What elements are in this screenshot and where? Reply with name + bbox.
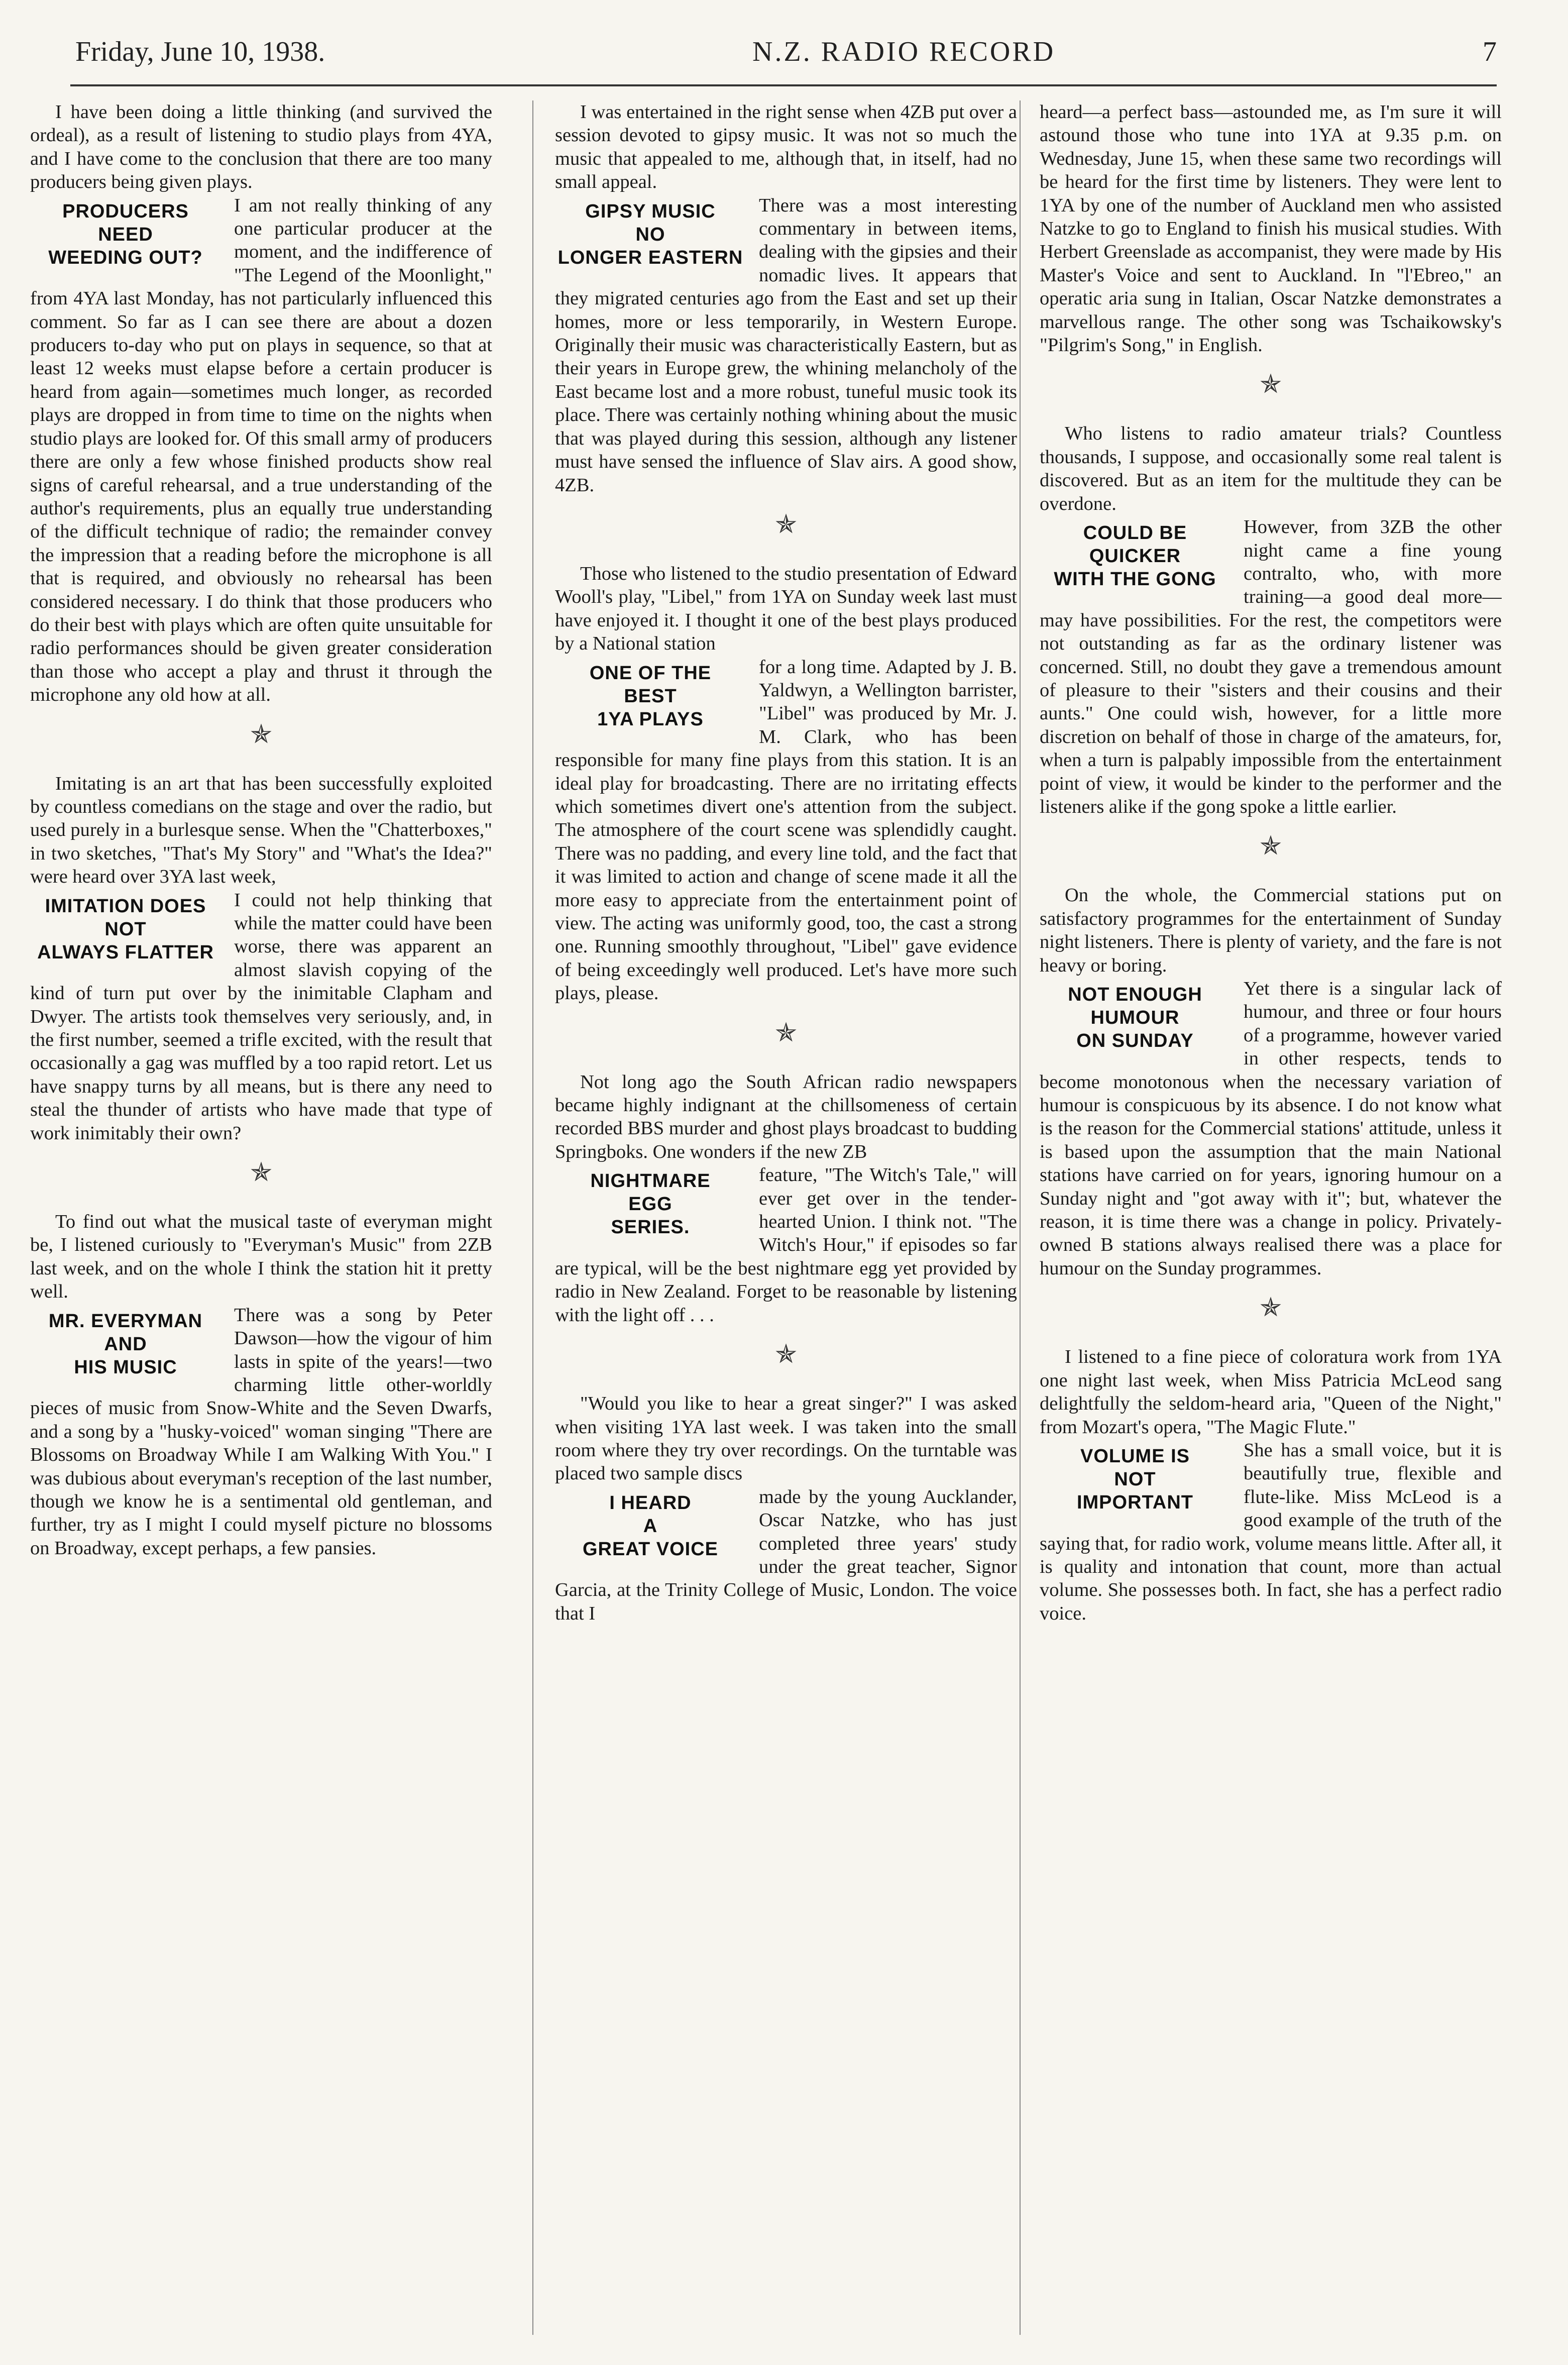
- article-headline: IMITATION DOES NOT ALWAYS FLATTER: [37, 895, 214, 963]
- article-intro: Not long ago the South African radio newspapers became highly indignant at the chillsomeness of certain recorded BBS murder and ghost plays broadcast to budding Springboks. One wonders if the new ZB: [555, 1071, 1017, 1162]
- star-separator-icon: ✯: [1260, 370, 1282, 399]
- article-body: There was a song by Peter Dawson—how the vigour of him lasts in spite of the years!—two charming little other-worldly pieces of music from Snow-White and the Seven Dwarfs, and a song by a "husky-voiced" woman singing "There are Blossoms on Broadway While I am Walking With You." I was dubious about everyman's reception of the last number, though we know he is a sentimental old gentleman, and further, try as I might I could myself picture no blossoms on Broadway, except perhaps, a few pansies.: [30, 1304, 492, 1559]
- star-separator-icon: ✯: [250, 720, 272, 749]
- article-great-voice: [555, 1392, 1017, 1625]
- article-gipsy: [555, 100, 1017, 497]
- article-intro: "Would you like to hear a great singer?" I was asked when visiting 1YA last week. I was taken into the small room where they try over recordings. On the turntable was placed two sample discs: [555, 1393, 1017, 1484]
- article-intro: Those who listened to the studio presentation of Edward Wooll's play, "Libel," from 1YA on Sunday week last must have enjoyed it. I thought it one of the best plays produced by a National station: [555, 563, 1017, 655]
- issue-date: Friday, June 10, 1938.: [75, 36, 325, 67]
- article-body: feature, "The Witch's Tale," will ever get over in the tender-hearted Union. I think not. "The Witch's Hour," if episodes so far are typical, will be the best nightmare egg yet provided by radio in New Zealand. Forget to be reasonable by listening with the light off . . .: [555, 1164, 1017, 1326]
- article-humour: [1040, 884, 1502, 1280]
- star-separator-icon: ✯: [1260, 832, 1282, 861]
- article-headline: I HEARD A GREAT VOICE: [583, 1492, 718, 1560]
- article-headline: ONE OF THE BEST 1YA PLAYS: [589, 662, 712, 730]
- article-libel: [555, 562, 1017, 1005]
- article-body: She has a small voice, but it is beautifully true, flexible and flute-like. Miss McLeod is a good example of the truth of the saying that, for radio work, volume means little. After all, it is quality and intonation that count, more than actual volume. She possesses both. In fact, she has a perfect radio voice.: [1040, 1439, 1502, 1624]
- article-intro: To find out what the musical taste of everyman might be, I listened curiously to "Everyman's Music" from 2ZB last week, and on the whole I think the station hit it pretty well.: [30, 1211, 492, 1303]
- article-body: made by the young Aucklander, Oscar Natzke, who has just completed three years' study under the great teacher, Signor Garcia, at the Trinity College of Music, London. The voice that I: [555, 1486, 1017, 1624]
- article-headline: PRODUCERS NEED WEEDING OUT?: [48, 200, 203, 268]
- article-body: There was a most interesting commentary in between items, dealing with the gipsies and their nomadic lives. It appears that they migrated centuries ago from the East and set up their homes, more or less temporarily, in Western Europe. Originally their music was characteristically Eastern, but as their years in Europe grew, the whining melancholy of the East became lost and a more robust, tuneful music took its place. There was certainly nothing whining about the music that was played during this session, although any listener must have sensed the influence of Slav airs. A good show, 4ZB.: [555, 194, 1017, 496]
- article-intro: I have been doing a little thinking (and survived the ordeal), as a result of listening to studio plays from 4YA, and I have come to the conclusion that there are too many producers being given plays.: [30, 101, 492, 193]
- article-intro: Imitating is an art that has been successfully exploited by countless comedians on the stage and over the radio, but used purely in a burlesque sense. When the "Chatterboxes," in two sketches, "That's My Story" and "What's the Idea?" were heard over 3YA last week,: [30, 773, 492, 888]
- column-rule: [532, 100, 533, 2335]
- article-body: heard—a perfect bass—astounded me, as I'm sure it will astound those who tune into 1YA at 9.35 p.m. on Wednesday, June 15, when these same two recordings will be heard for the first time by listeners. They were lent to 1YA by one of the number of Auckland men who assisted Natzke to go to England to finish his musical studies. With Herbert Greenslade as accompanist, they were made by His Master's Voice and sent to Auckland. In "l'Ebreo," an operatic aria sung in Italian, Oscar Natzke demonstrates a marvellous range. The other song was Tschaikowsky's "Pilgrim's Song," in English.: [1040, 101, 1502, 356]
- article-headline: VOLUME IS NOT IMPORTANT: [1076, 1445, 1194, 1513]
- masthead: N.Z. RADIO RECORD: [752, 36, 1056, 67]
- article-gong: [1040, 422, 1502, 818]
- article-headline: MR. EVERYMAN AND HIS MUSIC: [48, 1310, 203, 1378]
- article-body: for a long time. Adapted by J. B. Yaldwyn, a Wellington barrister, "Libel" was produced by Mr. J. M. Clark, who has been responsible for many fine plays from this station. It is an ideal play for broadcasting. There are no irritating effects which sometimes divert one's attention from the subject. The atmosphere of the court scene was splendidly caught. There was no padding, and every line told, and the fact that it was limited to action and change of scene made it all the more easy to appreciate from the entertainment point of view. The acting was uniformly good, too, the cast a strong one. Running smoothly throughout, "Libel" gave evidence of being exceedingly well produced. Let's have more such plays, please.: [555, 656, 1017, 1004]
- star-separator-icon: ✯: [775, 1340, 797, 1369]
- article-body: I could not help thinking that while the matter could have been worse, there was apparent an almost slavish copying of the kind of turn put over by the inimitable Clapham and Dwyer. The artists took themselves very seriously, and, in the first number, seemed a trifle excited, with the result that occasionally a gag was muffled by a too rapid retort. Let us have snappy turns by all means, but is there any need to steal the thunder of artists who have made that type of work inimitably their own?: [30, 889, 492, 1144]
- article-body: Yet there is a singular lack of humour, and three or four hours of a programme, however varied in other respects, tends to become monotonous when the necessary variation of humour is conspicuous by its absence. I do not know what is the reason for the Commercial stations' attitude, unless it is based upon the assumption that the main National stations have carried on for years, ignoring humour on a Sunday night and "got away with it"; but, whatever the reason, it is time there was a change in policy. Privately-owned B stations always realised there was a place for humour on the Sunday programmes.: [1040, 978, 1502, 1279]
- article-imitation: [30, 772, 492, 1145]
- article-body: I am not really thinking of any one particular producer at the moment, and the indifference of "The Legend of the Moonlight," from 4YA last Monday, has not particularly influenced this comment. So far as I can see there are about a dozen producers to-day who put on plays in sequence, so that at least 12 weeks must elapse before a certain producer is heard from again—sometimes much longer, as recorded plays are dropped in from time to time on the nights when studio plays are looked for. Of this small army of producers there are only a few whose finished products show real signs of careful rehearsal, and a true understanding of the author's requirements, plus an equally true understanding of the difficult technique of radio; the remainder convey the impression that a reading before the microphone is all that is required, and obviously no rehearsal has been considered necessary. I do think that those producers who do their best with plays which are often quite unsuitable for radio performances should be given greater consideration than those who accept a play and thrust it through the microphone any old how at all.: [30, 194, 492, 706]
- article-headline: NOT ENOUGH HUMOUR ON SUNDAY: [1068, 984, 1202, 1051]
- article-headline: NIGHTMARE EGG SERIES.: [590, 1170, 711, 1238]
- column-rule: [1020, 100, 1021, 2335]
- article-great-voice-continued: [1040, 100, 1502, 357]
- star-separator-icon: ✯: [775, 510, 797, 539]
- star-separator-icon: ✯: [250, 1158, 272, 1188]
- article-intro: Who listens to radio amateur trials? Countless thousands, I suppose, and occasionally some real talent is discovered. But as an item for the multitude they can be overdone.: [1040, 423, 1502, 514]
- article-headline: COULD BE QUICKER WITH THE GONG: [1054, 522, 1216, 590]
- article-body: However, from 3ZB the other night came a fine young contralto, who, with more training—a good deal more—may have possibilities. For the rest, the competitors were not outstanding as far as the ordinary listener was concerned. Still, no doubt they gave a tremendous amount of pleasure to their "sisters and their cousins and their aunts." One could wish, however, for a little more discretion on behalf of those in charge of the amateurs, for, when a turn is palpably impossible from the entertainment point of view, it would be kinder to the performer and the listeners alike if the gong spoke a little earlier.: [1040, 516, 1502, 817]
- article-headline: GIPSY MUSIC NO LONGER EASTERN: [557, 200, 743, 268]
- star-separator-icon: ✯: [1260, 1294, 1282, 1323]
- page-number: 7: [1483, 36, 1497, 67]
- column-1: [30, 100, 492, 2335]
- article-volume: [1040, 1345, 1502, 1625]
- article-producers: [30, 100, 492, 707]
- article-intro: I listened to a fine piece of coloratura work from 1YA one night last week, when Miss Patricia McLeod sang delightfully the seldom-heard aria, "Queen of the Night," from Mozart's opera, "The Magic Flute.": [1040, 1346, 1502, 1438]
- article-intro: I was entertained in the right sense when 4ZB put over a session devoted to gipsy music. It was not so much the music that appealed to me, although that, in itself, had no small appeal.: [555, 101, 1017, 193]
- page-header: [75, 24, 1497, 79]
- article-everyman: [30, 1210, 492, 1560]
- article-intro: On the whole, the Commercial stations put on satisfactory programmes for the entertainment of Sunday night listeners. There is plenty of variety, and the fare is not heavy or boring.: [1040, 885, 1502, 976]
- header-rule: [70, 84, 1497, 86]
- article-nightmare: [555, 1070, 1017, 1327]
- star-separator-icon: ✯: [775, 1018, 797, 1047]
- column-3: [1040, 100, 1502, 2335]
- column-2: [555, 100, 1017, 2335]
